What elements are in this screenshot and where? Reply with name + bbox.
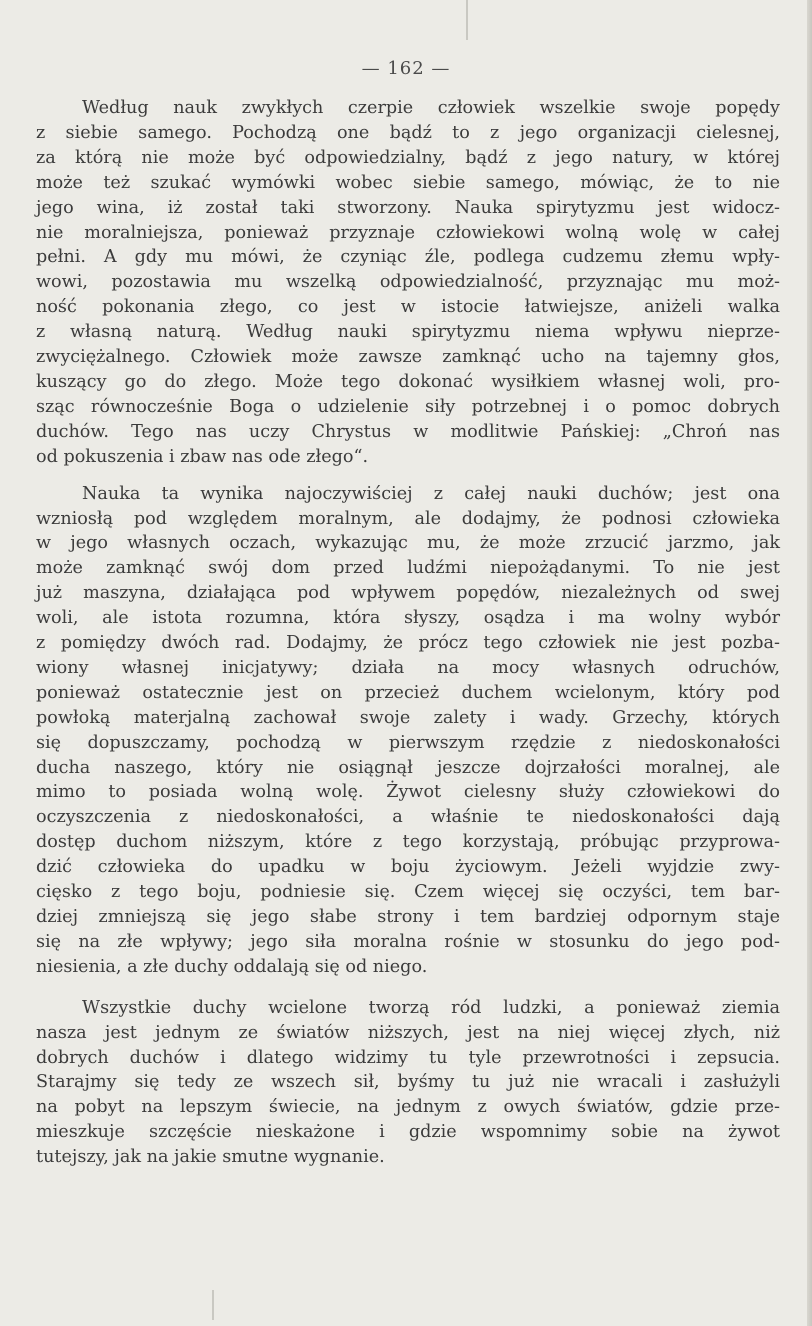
text-line: niesienia, a złe duchy oddalają się od niego. bbox=[36, 956, 428, 977]
paragraph-2 bbox=[36, 482, 780, 980]
text-line: za którą nie może być odpowiedzialny, bądź z jego natury, w której bbox=[36, 147, 780, 168]
text-line: Nauka ta wynika najoczywiściej z całej nauki duchów; jest ona bbox=[82, 483, 780, 504]
text-line: Starajmy się tedy ze wszech sił, byśmy tu już nie wracali i zasłużyli bbox=[36, 1072, 780, 1093]
page-edge bbox=[807, 0, 812, 1326]
text-line: się dopuszczamy, pochodzą w pierwszym rzędzie z niedoskonałości bbox=[36, 732, 780, 753]
paragraph-1 bbox=[36, 96, 780, 470]
text-line: pełni. A gdy mu mówi, że czyniąc źle, podlega cudzemu złemu wpły- bbox=[36, 247, 780, 268]
text-line: Wszystkie duchy wcielone tworzą ród ludzki, a ponieważ ziemia bbox=[82, 997, 780, 1018]
text-line: ducha naszego, który nie osiągnął jeszcze dojrzałości moralnej, ale bbox=[36, 757, 780, 778]
paragraph-3 bbox=[36, 996, 780, 1170]
text-line: nie moralniejsza, ponieważ przyznaje człowiekowi wolną wolę w całej bbox=[36, 222, 780, 243]
text-line: woli, ale istota rozumna, która słyszy, osądza i ma wolny wybór bbox=[36, 608, 780, 629]
text-line: cięsko z tego boju, podniesie się. Czem więcej się oczyści, tem bar- bbox=[36, 882, 780, 903]
text-line: duchów. Tego nas uczy Chrystus w modlitwie Pańskiej: „Chroń nas bbox=[36, 421, 780, 442]
text-line: Według nauk zwykłych czerpie człowiek wszelkie swoje popędy bbox=[82, 98, 780, 118]
text-line: z własną naturą. Według nauki spirytyzmu niema wpływu nieprze- bbox=[36, 322, 780, 343]
text-line: od pokuszenia i zbaw nas ode złego“. bbox=[36, 446, 369, 467]
text-line: może zamknąć swój dom przed ludźmi niepożądanymi. To nie jest bbox=[36, 558, 780, 579]
page-number: — 162 — bbox=[361, 58, 451, 79]
scan-mark-bottom bbox=[212, 1290, 214, 1320]
text-line: powłoką materjalną zachował swoje zalety i wady. Grzechy, których bbox=[36, 707, 780, 728]
text-line: na pobyt na lepszym świecie, na jednym z owych światów, gdzie prze- bbox=[36, 1097, 780, 1118]
text-line: kuszący go do złego. Może tego dokonać wysiłkiem własnej woli, pro- bbox=[36, 371, 780, 392]
text-line: tutejszy, jak na jakie smutne wygnanie. bbox=[36, 1147, 385, 1168]
paragraph-gap bbox=[36, 470, 780, 482]
text-line: dziej zmniejszą się jego słabe strony i tem bardziej odpornym staje bbox=[36, 907, 780, 927]
text-line: już maszyna, działająca pod wpływem popędów, niezależnych od swej bbox=[36, 583, 780, 604]
text-line: mimo to posiada wolną wolę. Żywot cielesny służy człowiekowi do bbox=[36, 782, 780, 803]
text-line: wzniosłą pod względem moralnym, ale dodajmy, że podnosi człowieka bbox=[36, 508, 780, 529]
text-line: dostęp duchom niższym, które z tego korzystają, próbując przyprowa- bbox=[36, 832, 780, 853]
page-body bbox=[36, 96, 780, 1170]
text-line: jego wina, iż został taki stworzony. Nauka spirytyzmu jest widocz- bbox=[36, 197, 780, 218]
text-line: zwyciężalnego. Człowiek może zawsze zamknąć ucho na tajemny głos, bbox=[36, 347, 780, 368]
text-line: może też szukać wymówki wobec siebie samego, mówiąc, że to nie bbox=[36, 172, 780, 193]
text-line: nasza jest jednym ze światów niższych, jest na niej więcej złych, niż bbox=[36, 1022, 780, 1043]
paragraph-gap bbox=[36, 980, 780, 996]
text-line: ponieważ ostatecznie jest on przecież duchem wcielonym, który pod bbox=[36, 682, 780, 703]
scan-mark-top bbox=[466, 0, 468, 40]
text-line: z siebie samego. Pochodzą one bądź to z jego organizacji cielesnej, bbox=[36, 122, 780, 143]
text-line: wiony własnej inicjatywy; działa na mocy własnych odruchów, bbox=[36, 657, 780, 678]
text-line: dzić człowieka do upadku w boju życiowym. Jeżeli wyjdzie zwy- bbox=[36, 857, 780, 878]
text-line: mieszkuje szczęście nieskażone i gdzie wspomnimy sobie na żywot bbox=[36, 1122, 780, 1143]
text-line: z pomiędzy dwóch rad. Dodajmy, że prócz tego człowiek nie jest pozba- bbox=[36, 633, 780, 654]
text-line: sząc równocześnie Boga o udzielenie siły potrzebnej i o pomoc dobrych bbox=[36, 396, 780, 417]
text-line: w jego własnych oczach, wykazując mu, że może zrzucić jarzmo, jak bbox=[36, 533, 780, 554]
text-line: wowi, pozostawia mu wszelką odpowiedzialność, przyznając mu moż- bbox=[36, 272, 780, 293]
text-line: oczyszczenia z niedoskonałości, a właśnie te niedoskonałości dają bbox=[36, 807, 780, 828]
text-line: się na złe wpływy; jego siła moralna rośnie w stosunku do jego pod- bbox=[36, 931, 780, 952]
text-line: dobrych duchów i dlatego widzimy tu tyle przewrotności i zepsucia. bbox=[36, 1047, 780, 1068]
text-line: ność pokonania złego, co jest w istocie łatwiejsze, aniżeli walka bbox=[36, 297, 780, 318]
